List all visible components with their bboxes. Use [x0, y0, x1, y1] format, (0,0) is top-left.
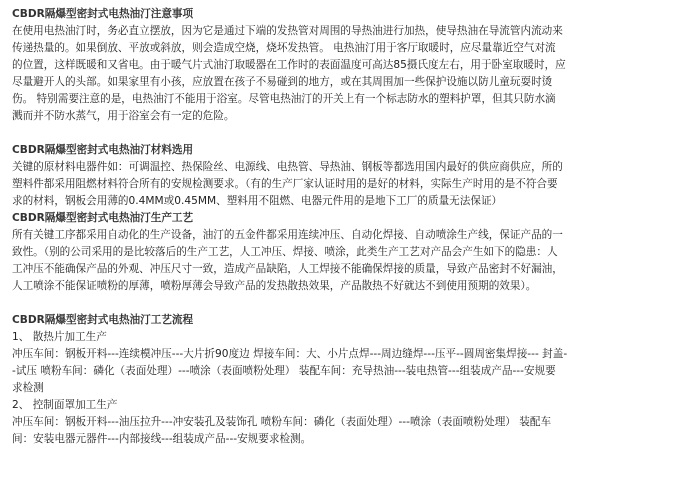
section-heading-production-process: CBDR隔爆型密封式电热油汀生产工艺: [12, 212, 194, 224]
paragraph-line: 冲压车间：钢板开料---油压拉升---冲安装孔及装饰孔 喷粉车间：磷化（表面处理）---喷涂（表面喷粉处理） 装配车: [12, 416, 552, 428]
paragraph-line: 求检测: [12, 382, 44, 394]
section-spacer: [12, 295, 688, 312]
section-heading-process-flow: CBDR隔爆型密封式电热油汀工艺流程: [12, 314, 194, 326]
section-spacer: [12, 125, 688, 142]
paragraph-line: 间：安装电器元器件---内部接线---组装成产品---安规要求检测。: [12, 433, 312, 445]
paragraph-line: 求的材料，钢板会用薄的0.4MM或0.45MM、塑料用不阻燃、电器元件用的是地下工厂的质量无法保证）: [12, 195, 503, 207]
paragraph-line: 人工喷涂不能保证喷粉的厚薄，喷粉厚薄会导致产品的发热散热效果，产品散热不好就达不到使用预期的效果）。: [12, 280, 537, 292]
paragraph-line: 工冲压不能确保产品的外观、冲压尺寸一致，造成产品缺陷，人工焊接不能确保焊接的质量，导致产品密封不好漏油，: [12, 263, 563, 275]
article-body: [12, 6, 688, 448]
paragraph-line: 在使用电热油汀时，务必直立摆放，因为它是通过下端的发热管对周围的导热油进行加热，使导热油在导流管内流动来: [12, 25, 563, 37]
section-heading-precautions: CBDR隔爆型密封式电热油汀注意事项: [12, 8, 194, 20]
paragraph-line: 伤。 特别需要注意的是，电热油汀不能用于浴室。尽管电热油汀的开关上有一个标志防水的塑料护罩，但其只防水滴: [12, 93, 556, 105]
paragraph-line: 溅而并不防水蒸气，用于浴室会有一定的危险。: [12, 110, 235, 122]
paragraph-line: -试压 喷粉车间：磷化（表面处理）---喷涂（表面喷粉处理） 装配车间：充导热油---装电热管---组装成产品---安规要: [12, 365, 556, 377]
list-item-heading: 2、 控制面罩加工生产: [12, 399, 118, 411]
section-heading-materials: CBDR隔爆型密封式电热油汀材料选用: [12, 144, 194, 156]
paragraph-line: 致性。（别的公司采用的是比较落后的生产工艺，人工冲压、焊接、喷涂，此类生产工艺对产品会产生如下的隐患：人: [12, 246, 558, 258]
paragraph-line: 的位置，这样既暖和又省电。由于暖气片式油汀取暖器在工作时的表面温度可高达85摄氏度左右，用于卧室取暖时，应: [12, 59, 566, 71]
paragraph-line: 所有关键工序都采用自动化的生产设备，油汀的五金件都采用连续冲压、自动化焊接、自动喷涂生产线，保证产品的一: [12, 229, 563, 241]
paragraph-line: 塑料件都采用阻燃材料符合所有的安规检测要求。（有的生产厂家认证时用的是好的材料，实际生产时用的是不符合要: [12, 178, 558, 190]
paragraph-line: 冲压车间：钢板开料---连续模冲压---大片折90度边 焊接车间：大、小片点焊---周边缝焊---压平--圆周密集焊接--- 封盖-: [12, 348, 568, 360]
list-item-heading: 1、 散热片加工生产: [12, 331, 107, 343]
paragraph-line: 传递热量的。如果倒放、平放或斜放，则会造成空烧，烧坏发热管。 电热油汀用于客厅取暖时，应尽量靠近空气对流: [12, 42, 556, 54]
paragraph-line: 关键的原材料电器件如：可调温控、热保险丝、电源线、电热管、导热油、钢板等都选用国内最好的供应商供应，所的: [12, 161, 563, 173]
paragraph-line: 尽量避开人的头部。如果家里有小孩，应放置在孩子不易碰到的地方，或在其周围加一些保护设施以防儿童玩耍时烫: [12, 76, 553, 88]
